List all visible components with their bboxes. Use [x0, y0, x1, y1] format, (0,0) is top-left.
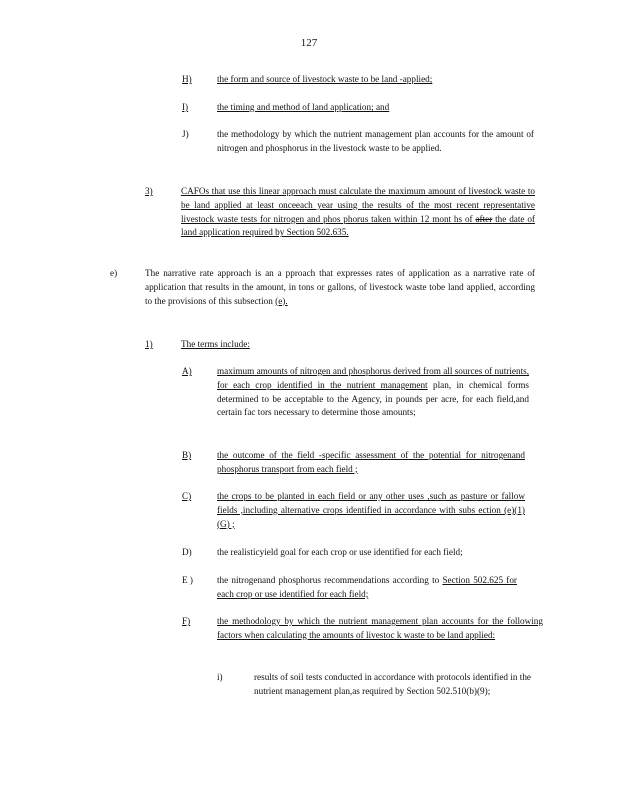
page-number: 127 — [300, 37, 318, 49]
item-text-b: the outcome of the field -specific assessment of the potential for nitrogenand phosphorus transport from each field ; — [217, 450, 525, 474]
item-label-e: e) — [110, 268, 118, 278]
item-label-1: 1) — [145, 339, 153, 349]
item-label-a: A) — [182, 366, 192, 376]
item-text-f: the methodology by which the nutrient management plan accounts for the following factors when calculating the amounts of livestoc k waste to be land applied: — [217, 616, 543, 640]
item-text-d: the realisticyield goal for each crop or use identified for each field; — [217, 547, 463, 557]
item-text-c: the crops to be planted in each field or any other uses ,such as pasture or fallow fields ,including alternative crops identified in accordance with subs ection (e)(1)(G) ; — [217, 491, 525, 529]
item-label-i: I) — [182, 102, 189, 112]
item-text-e — [145, 267, 535, 308]
item-3-text-after: the date of land application required by Section 502.635. — [181, 213, 535, 238]
item-text-1: The terms include: — [181, 339, 250, 349]
item-label-f: F) — [182, 616, 191, 626]
item-label-c: C) — [182, 491, 192, 501]
item-text-j: the methodology by which the nutrient management plan accounts for the amount of nitrogen and phosphorus in the livestock waste to be applied. — [217, 129, 534, 153]
item-label-e-upper: E ) — [182, 575, 193, 585]
item-text-3 — [181, 185, 535, 240]
item-e-upper-text-ins: Section 502.625 for each crop or use identified for each field; — [217, 575, 517, 599]
item-3-struck-word: after — [475, 213, 493, 224]
item-label-3: 3) — [145, 186, 153, 196]
item-label-j: J) — [182, 129, 189, 139]
item-text-e-upper — [217, 574, 517, 602]
item-text-h: the form and source of livestock waste to be land -applied; — [217, 74, 433, 84]
item-text-a — [217, 365, 529, 420]
item-a-text-ins: maximum amounts of nitrogen and phosphorus derived from all sources of nutrients, for each crop identified in the nutrient management — [217, 366, 529, 390]
item-text-i: the timing and method of land application; and — [217, 102, 390, 112]
item-label-h: H) — [182, 74, 192, 84]
item-3-text-before: CAFOs that use this linear approach must calculate the maximum amount of livestock waste to be land applied at least onceeach year using the results of the most recent representative livestock waste tests for nitrogen and phos phorus taken within 12 mont hs of — [181, 186, 535, 224]
item-label-b: B) — [182, 450, 192, 460]
item-e-tail: (e). — [275, 295, 288, 306]
item-e-text: The narrative rate approach is an a pproach that expresses rates of application as a narrative rate of application that results in the amount, in tons or gallons, of livestock waste tobe land applied, according to the provisions of this subsection — [145, 268, 535, 306]
item-text-roman-i: results of soil tests conducted in accordance with protocols identified in the nutrient management plan,as required by Section 502.510(b)(9); — [254, 672, 531, 696]
item-label-d: D) — [182, 547, 192, 557]
item-a-text-plain: plan, in chemical forms determined to be acceptable to the Agency, in pounds per acre, for each field,and certain fac tors necessary to determine those amounts; — [217, 379, 529, 418]
item-e-upper-text-plain: the nitrogenand phosphorus recommendations according to — [217, 575, 443, 585]
item-label-roman-i: i) — [217, 672, 223, 682]
